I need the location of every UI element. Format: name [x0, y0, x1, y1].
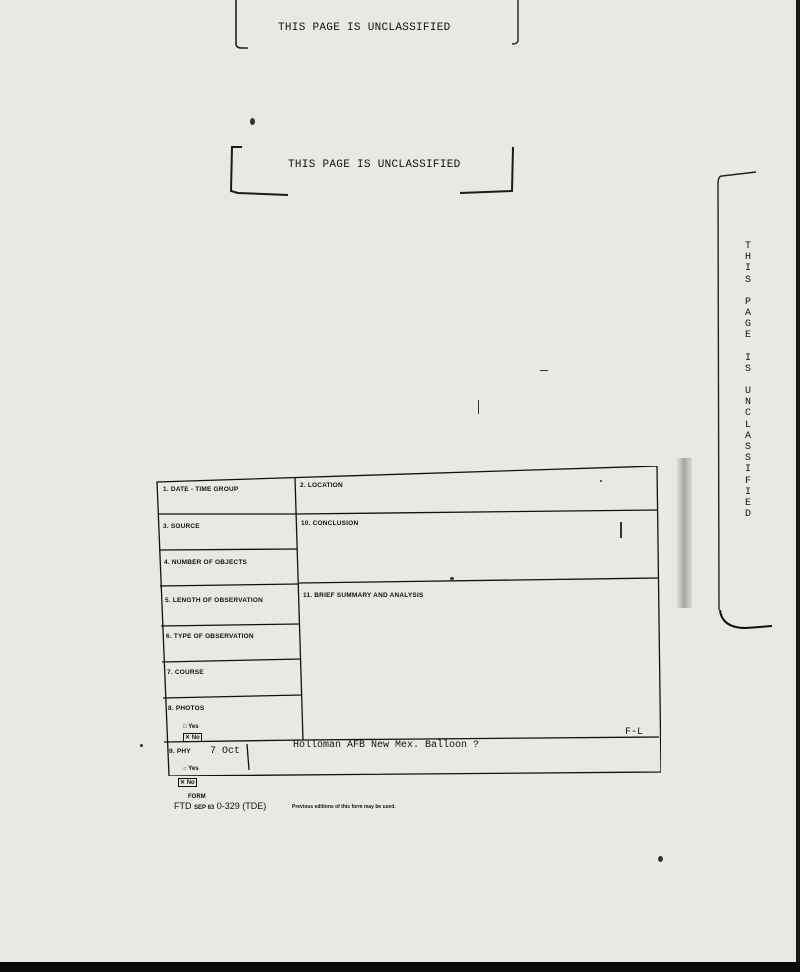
type-of-observation-label: 6. TYPE OF OBSERVATION	[166, 633, 254, 640]
course-label: 7. COURSE	[167, 669, 204, 676]
form-date: SEP 63	[194, 805, 215, 811]
photos-no-option: ✕ No	[185, 735, 200, 741]
reference-code: F-L	[625, 727, 644, 738]
scan-speck	[600, 480, 602, 482]
scan-shadow	[676, 458, 692, 608]
conclusion-label: 10. CONCLUSION	[301, 520, 359, 527]
scan-speck	[478, 400, 479, 414]
scan-speck	[140, 744, 143, 747]
form-word: FORM	[188, 794, 206, 800]
phy-no-option: ✕ No	[180, 780, 195, 786]
number-of-objects-label: 4. NUMBER OF OBJECTS	[164, 559, 248, 566]
ftd-label: FTD	[174, 801, 192, 811]
form-number: 0-329 (TDE)	[216, 801, 267, 811]
date-time-group-label: 1. DATE - TIME GROUP	[163, 486, 239, 493]
photos-label: 8. PHOTOS	[168, 705, 205, 712]
conclusion-typed-line: Holloman AFB New Mex. Balloon ?	[293, 740, 480, 751]
scan-speck	[250, 118, 255, 125]
scan-speck	[658, 856, 663, 862]
scan-edge-right	[796, 0, 800, 972]
brief-summary-label: 11. BRIEF SUMMARY AND ANALYSIS	[303, 592, 424, 599]
top-unclassified-stamp: THIS PAGE IS UNCLASSIFIED	[278, 22, 451, 34]
side-unclassified-stamp: T H I S P A G E I S U N C L A S S I F I E D	[744, 241, 751, 521]
middle-stamp-bracket	[228, 145, 518, 197]
photos-yes-option: □ Yes	[183, 724, 199, 730]
length-of-observation-label: 5. LENGTH OF OBSERVATION	[165, 597, 263, 604]
form-grid-lines	[155, 466, 661, 776]
scan-speck	[620, 522, 622, 538]
middle-unclassified-stamp: THIS PAGE IS UNCLASSIFIED	[288, 159, 461, 171]
scan-speck	[450, 577, 454, 580]
phy-date-value: 7 Oct	[210, 746, 241, 757]
phy-label: 9. PHY	[169, 748, 191, 755]
form-editions-note: Previous editions of this form may be used.	[292, 804, 396, 810]
form-number-line	[174, 801, 266, 811]
source-label: 3. SOURCE	[163, 523, 200, 530]
scan-edge-bottom	[0, 962, 800, 972]
project-record-card	[155, 466, 661, 776]
location-label: 2. LOCATION	[300, 482, 343, 489]
phy-yes-option: ○ Yes	[183, 766, 199, 772]
scan-speck	[540, 370, 548, 371]
